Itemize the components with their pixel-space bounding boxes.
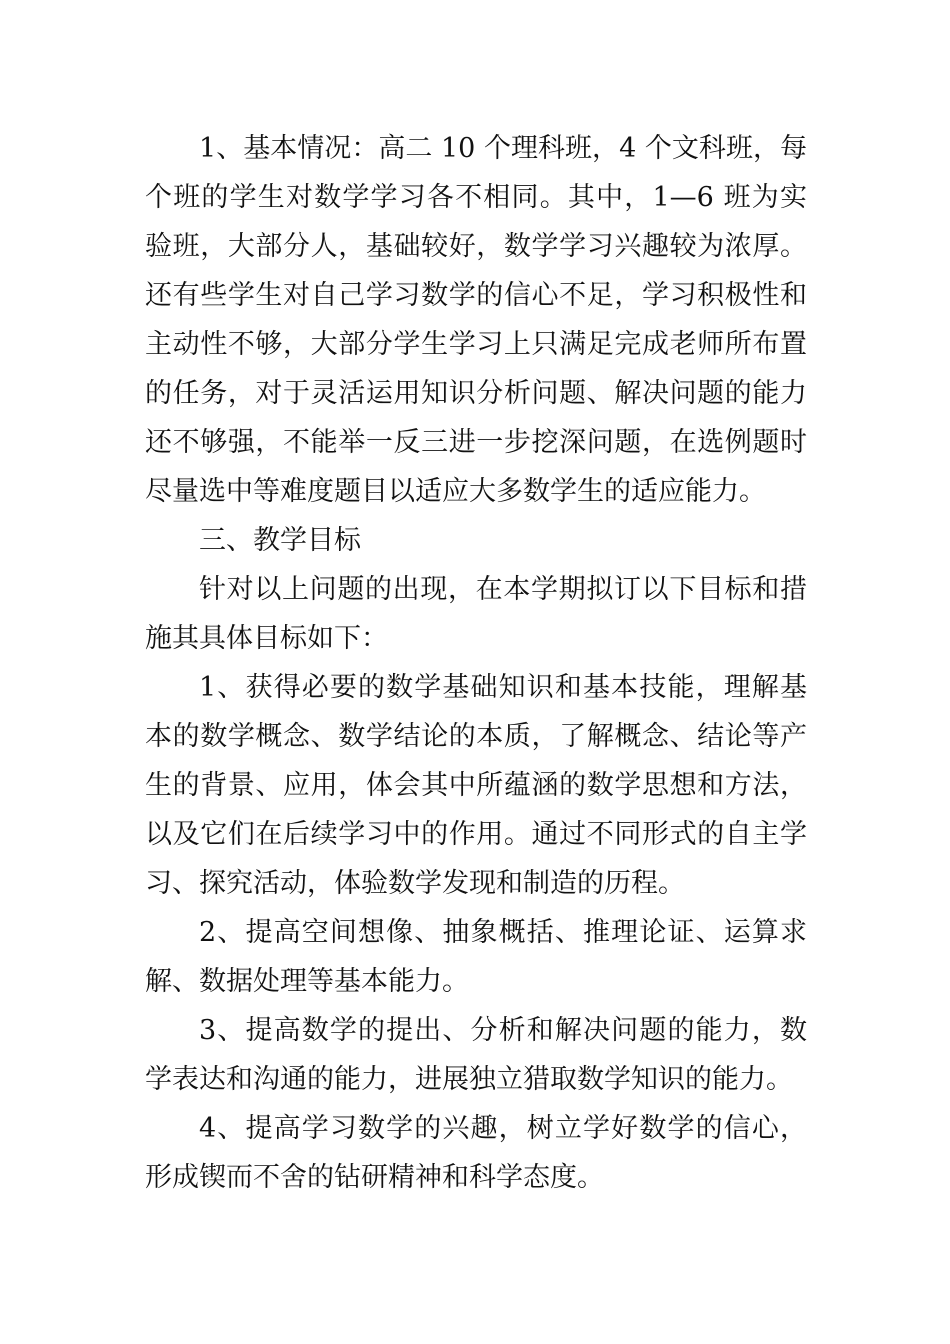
paragraph-goal-1: 1、获得必要的数学基础知识和基本技能，理解基本的数学概念、数学结论的本质，了解概念、结论等产生的背景、应用，体会其中所蕴涵的数学思想和方法，以及它们在后续学习中的作用。通过不同形式的自主学习、探究活动，体验数学发现和制造的历程。 xyxy=(145,672,807,899)
paragraph-goal-2: 2、提高空间想像、抽象概括、推理论证、运算求解、数据处理等基本能力。 xyxy=(145,917,807,997)
section-heading-teaching-goals: 三、教学目标 xyxy=(199,525,361,556)
paragraph-goal-3: 3、提高数学的提出、分析和解决问题的能力，数学表达和沟通的能力，进展独立猎取数学知识的能力。 xyxy=(145,1015,807,1095)
paragraph-goal-4: 4、提高学习数学的兴趣，树立学好数学的信心，形成锲而不舍的钻研精神和科学态度。 xyxy=(145,1113,807,1193)
document-body xyxy=(145,124,807,1202)
paragraph-basic-situation: 1、基本情况：高二 10 个理科班，4 个文科班，每个班的学生对数学学习各不相同。其中，1—6 班为实验班，大部分人，基础较好，数学学习兴趣较为浓厚。还有些学生对自己学习数学的信心不足，学习积极性和主动性不够，大部分学生学习上只满足完成老师所布置的任务，对于灵活运用知识分析问题、解决问题的能力还不够强，不能举一反三进一步挖深问题，在选例题时尽量选中等难度题目以适应大多数学生的适应能力。 xyxy=(145,133,807,507)
paragraph-goals-intro: 针对以上问题的出现，在本学期拟订以下目标和措施其具体目标如下： xyxy=(145,574,807,654)
